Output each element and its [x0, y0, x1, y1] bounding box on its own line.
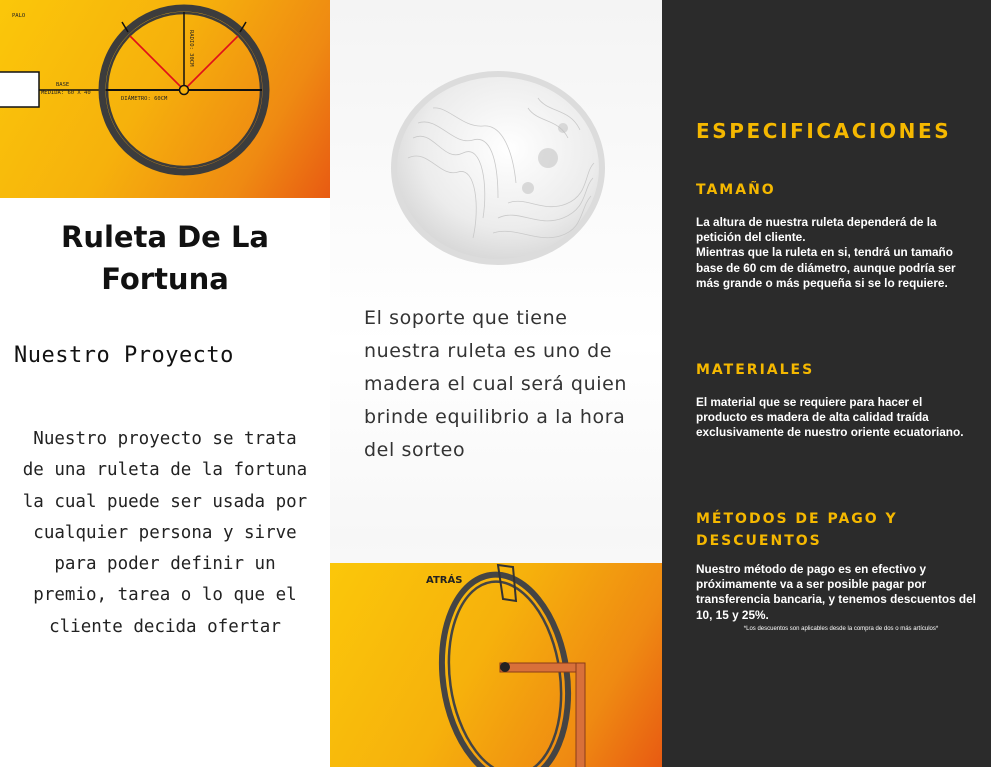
base-label: BASE [56, 82, 70, 88]
left-column [0, 0, 330, 767]
page-title: Ruleta De La Fortuna [61, 220, 269, 296]
back-label: ATRÁS [426, 575, 463, 586]
size-heading: TAMAÑO [696, 182, 776, 198]
payment-text: Nuestro método de pago es en efectivo y próximamente va a ser posible pagar por transferencia bancaria, y tenemos descuentos del 10, 15 y 25%. [696, 562, 976, 622]
wheel-hub [180, 86, 189, 95]
red-spoke-left [130, 36, 184, 90]
radius-label: RADIO: 30CM [188, 30, 194, 67]
topographic-sphere-image [388, 68, 608, 268]
base-box [0, 72, 39, 107]
middle-column [330, 0, 662, 767]
back-hub [500, 662, 510, 672]
wheel-diagram-panel [0, 0, 330, 198]
discount-note: *Los descuentos son aplicables desde la compra de dos o más artículos* [743, 626, 939, 632]
size-text: La altura de nuestra ruleta dependerá de la petición del cliente. Mientras que la ruleta en si, tendrá un tamaño base de 60 cm de diámetro, aunque podría ser más grande o más pequeña si se lo requiere. [696, 215, 956, 290]
wheel-back-view [330, 563, 662, 767]
support-arm [500, 663, 584, 672]
materials-text: El material que se requiere para hacer el producto es madera de alta calidad traída exclusivamente de nuestro oriente ecuatoriano. [696, 395, 964, 440]
section-subtitle: Nuestro Proyecto [14, 343, 234, 368]
payment-heading: MÉTODOS DE PAGO Y DESCUENTOS [696, 511, 898, 549]
specifications-column [662, 0, 991, 767]
support-description: El soporte que tiene nuestra ruleta es uno de madera el cual será quien brinde equilibrio a la hora del sorteo [364, 307, 628, 461]
palo-label: PALO [12, 13, 26, 19]
diameter-label: DIÁMETRO: 60CM [121, 96, 168, 102]
support-post [576, 663, 585, 767]
back-view-panel [330, 563, 662, 767]
materials-heading: MATERIALES [696, 362, 815, 378]
specifications-title: ESPECIFICACIONES [696, 119, 952, 143]
wheel-diagram [0, 0, 330, 198]
project-description: Nuestro proyecto se trata de una ruleta de la fortuna la cual puede ser usada por cualquier persona y sirve para poder definir un premio, tarea o lo que el cliente decida ofertar [22, 429, 308, 637]
base-measure-label: MEDIDA: 60 X 40 [41, 90, 91, 96]
